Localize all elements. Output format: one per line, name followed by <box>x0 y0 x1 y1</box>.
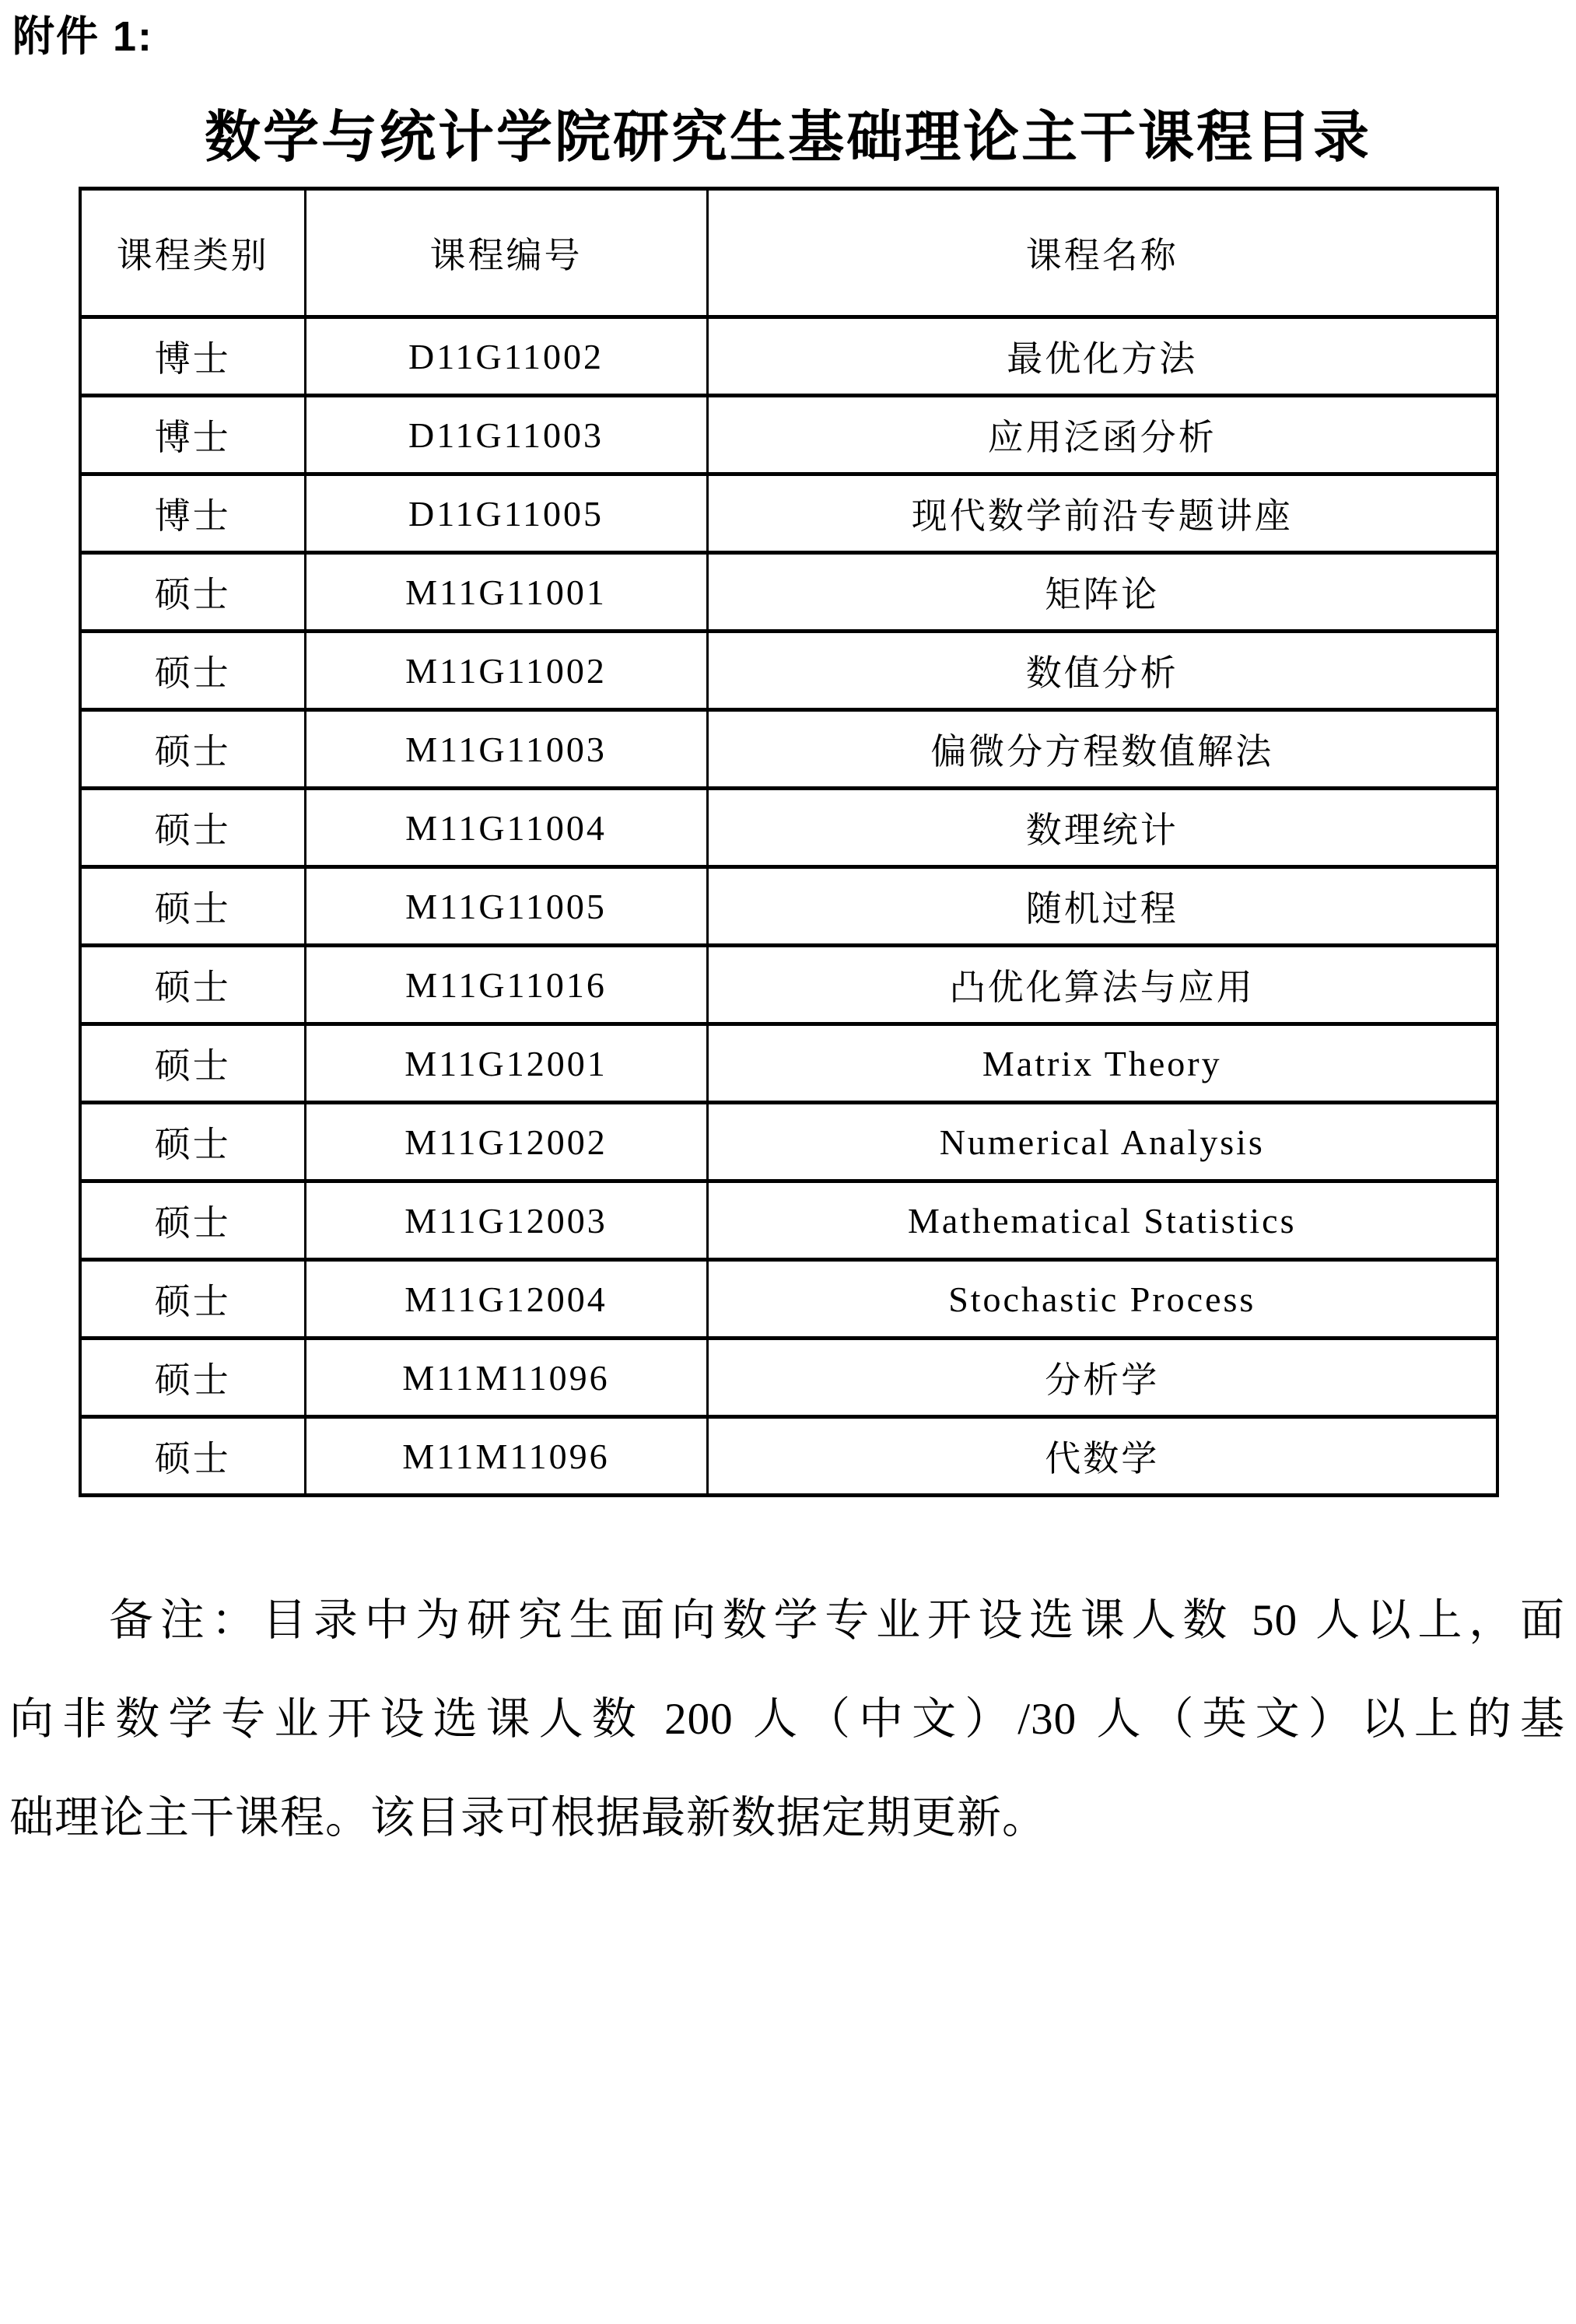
table-row <box>80 1024 1497 1103</box>
cell-category: 硕士 <box>80 1339 305 1417</box>
table-row <box>80 867 1497 946</box>
cell-name: 应用泛函分析 <box>707 396 1497 474</box>
column-header-name: 课程名称 <box>707 189 1497 317</box>
cell-name: 凸优化算法与应用 <box>707 946 1497 1024</box>
column-header-category: 课程类别 <box>80 189 305 317</box>
cell-category: 硕士 <box>80 553 305 632</box>
note-line: 向非数学专业开设选课人数 200 人（中文）/30 人（英文）以上的基 <box>9 1695 1565 1744</box>
cell-name: 数理统计 <box>707 789 1497 867</box>
cell-code: M11G11016 <box>305 946 707 1024</box>
column-header-code: 课程编号 <box>305 189 707 317</box>
cell-code: M11G12002 <box>305 1103 707 1181</box>
table-row <box>80 632 1497 710</box>
cell-code: M11G11002 <box>305 632 707 710</box>
cell-code: M11G11003 <box>305 710 707 789</box>
cell-code: M11G11005 <box>305 867 707 946</box>
cell-name: 偏微分方程数值解法 <box>707 710 1497 789</box>
cell-category: 博士 <box>80 474 305 553</box>
cell-category: 硕士 <box>80 1181 305 1260</box>
cell-name: 最优化方法 <box>707 317 1497 396</box>
cell-name: Mathematical Statistics <box>707 1181 1497 1260</box>
note-line: 备注：目录中为研究生面向数学专业开设选课人数 50 人以上，面 <box>109 1596 1565 1645</box>
attachment-label: 附件 1: <box>12 13 154 60</box>
table-row <box>80 710 1497 789</box>
cell-category: 硕士 <box>80 1024 305 1103</box>
cell-name: 随机过程 <box>707 867 1497 946</box>
cell-category: 硕士 <box>80 1103 305 1181</box>
cell-code: M11G12003 <box>305 1181 707 1260</box>
note-line: 础理论主干课程。该目录可根据最新数据定期更新。 <box>9 1794 1047 1843</box>
cell-code: M11M11096 <box>305 1339 707 1417</box>
cell-name: 代数学 <box>707 1417 1497 1496</box>
table-row <box>80 789 1497 867</box>
cell-name: Numerical Analysis <box>707 1103 1497 1181</box>
cell-code: D11G11003 <box>305 396 707 474</box>
table-row <box>80 1417 1497 1496</box>
cell-code: M11G11001 <box>305 553 707 632</box>
cell-category: 硕士 <box>80 789 305 867</box>
course-table-body <box>80 317 1497 1496</box>
table-row <box>80 1103 1497 1181</box>
table-row <box>80 474 1497 553</box>
cell-name: 数值分析 <box>707 632 1497 710</box>
cell-category: 博士 <box>80 317 305 396</box>
cell-category: 硕士 <box>80 632 305 710</box>
cell-category: 硕士 <box>80 1417 305 1496</box>
table-row <box>80 1181 1497 1260</box>
cell-name: 分析学 <box>707 1339 1497 1417</box>
cell-category: 硕士 <box>80 867 305 946</box>
cell-name: Matrix Theory <box>707 1024 1497 1103</box>
table-row <box>80 553 1497 632</box>
table-row <box>80 946 1497 1024</box>
cell-name: 矩阵论 <box>707 553 1497 632</box>
table-row <box>80 317 1497 396</box>
cell-category: 硕士 <box>80 710 305 789</box>
course-table <box>79 187 1499 1497</box>
cell-code: D11G11005 <box>305 474 707 553</box>
cell-code: M11M11096 <box>305 1417 707 1496</box>
cell-name: 现代数学前沿专题讲座 <box>707 474 1497 553</box>
table-row <box>80 1339 1497 1417</box>
cell-code: M11G12004 <box>305 1260 707 1339</box>
cell-category: 博士 <box>80 396 305 474</box>
cell-category: 硕士 <box>80 946 305 1024</box>
cell-name: Stochastic Process <box>707 1260 1497 1339</box>
cell-code: M11G11004 <box>305 789 707 867</box>
page-title: 数学与统计学院研究生基础理论主干课程目录 <box>204 107 1371 169</box>
cell-code: M11G12001 <box>305 1024 707 1103</box>
table-row <box>80 1260 1497 1339</box>
cell-category: 硕士 <box>80 1260 305 1339</box>
cell-code: D11G11002 <box>305 317 707 396</box>
table-header-row <box>80 189 1497 317</box>
note-paragraph <box>9 1571 1565 1867</box>
table-row <box>80 396 1497 474</box>
